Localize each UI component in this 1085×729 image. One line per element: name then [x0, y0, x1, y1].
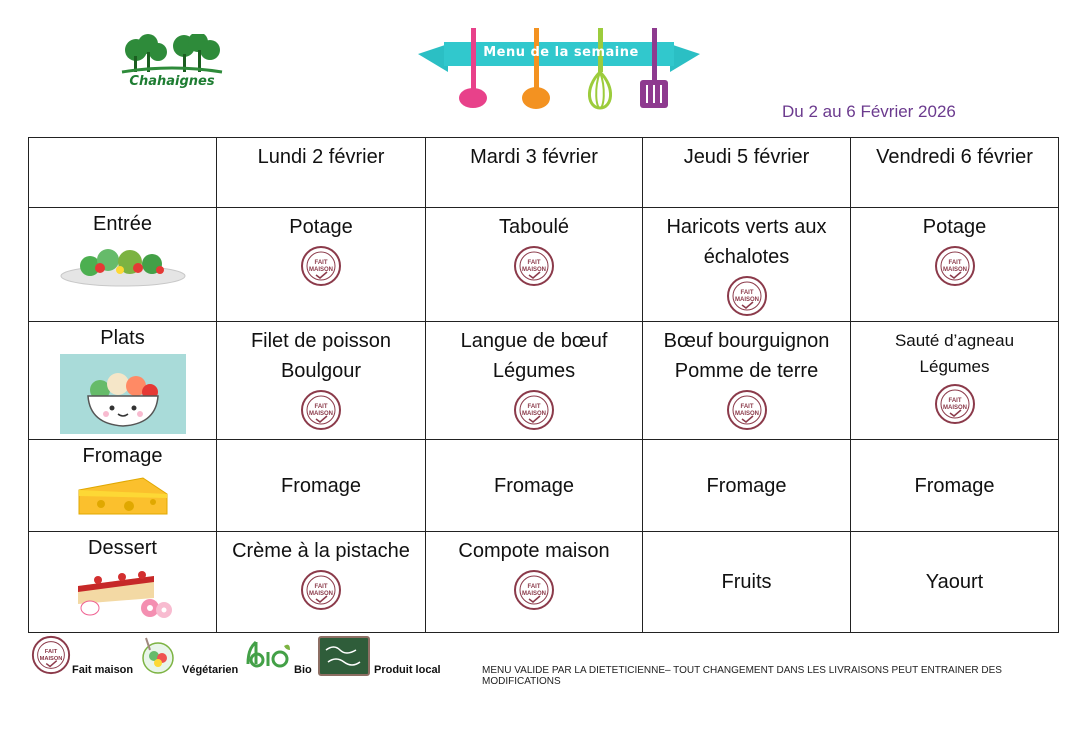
vegetarien-icon — [138, 636, 178, 676]
menu-cell: Fruits — [643, 532, 851, 633]
table-row — [29, 440, 1059, 532]
menu-cell: Bœuf bourguignon Pomme de terre FAIT MAISON — [643, 322, 851, 440]
svg-text:MAISON: MAISON — [734, 411, 759, 417]
menu-cell: Taboulé FAIT MAISON — [426, 208, 643, 322]
svg-text:FAIT: FAIT — [314, 260, 328, 266]
svg-text:MAISON: MAISON — [522, 267, 546, 273]
menu-cell: Compote maison FAIT MAISON — [426, 532, 643, 633]
svg-text:MAISON: MAISON — [522, 591, 546, 597]
legend-bio: Bio — [294, 664, 312, 676]
chahaignes-logo — [118, 34, 226, 94]
bowl-cartoon-image — [60, 354, 186, 434]
fait-maison-icon — [512, 244, 556, 288]
day-header: Vendredi 6 février — [851, 138, 1059, 208]
svg-text:FAIT: FAIT — [44, 649, 58, 656]
legend-fait-maison: Fait maison — [72, 664, 134, 676]
menu-cell: Sauté d’agneau Légumes FAIT MAISON — [851, 322, 1059, 440]
banner-title: Menu de la semaine — [483, 45, 639, 60]
svg-text:FAIT: FAIT — [740, 290, 753, 296]
menu-cell: Fromage — [426, 440, 643, 532]
svg-text:MAISON: MAISON — [309, 267, 333, 273]
row-label: Plats — [100, 327, 145, 349]
row-label: Fromage — [82, 445, 163, 467]
menu-cell: Langue de bœuf Légumes FAIT MAISON — [426, 322, 643, 440]
week-dates: Du 2 au 6 Février 2026 — [782, 102, 956, 121]
menu-cell: Haricots verts aux échalotes FAIT MAISON — [643, 208, 851, 322]
menu-table — [28, 137, 1059, 633]
fait-maison-icon — [299, 244, 343, 288]
fait-maison-icon — [933, 244, 977, 288]
fait-maison-icon — [933, 382, 977, 426]
desserts-image — [68, 564, 178, 618]
row-label-cell — [29, 208, 217, 322]
bio-icon — [244, 638, 292, 672]
fait-maison-icon — [299, 388, 343, 432]
fait-maison-icon — [725, 274, 769, 318]
svg-text:FAIT: FAIT — [527, 404, 541, 410]
day-header: Mardi 3 février — [426, 138, 643, 208]
table-row — [29, 322, 1059, 440]
svg-text:MAISON: MAISON — [522, 411, 546, 417]
logo-text: Chahaignes — [129, 74, 215, 89]
row-label-cell — [29, 532, 217, 633]
svg-text:MAISON: MAISON — [942, 267, 967, 273]
legend — [30, 634, 1070, 687]
day-header: Lundi 2 février — [217, 138, 426, 208]
row-label: Dessert — [88, 537, 157, 559]
legend-produit-local: Produit local — [374, 664, 441, 676]
svg-text:MAISON: MAISON — [942, 405, 967, 411]
svg-text:MAISON: MAISON — [309, 591, 333, 597]
menu-cell: Filet de poisson Boulgour FAIT MAISON — [217, 322, 426, 440]
svg-text:FAIT: FAIT — [527, 584, 541, 590]
svg-text:MAISON: MAISON — [309, 411, 333, 417]
cheese-image — [73, 472, 173, 520]
svg-text:FAIT: FAIT — [740, 404, 753, 410]
svg-text:MAISON: MAISON — [734, 297, 759, 303]
menu-cell: Crème à la pistache FAIT MAISON — [217, 532, 426, 633]
menu-cell: Fromage — [851, 440, 1059, 532]
corner-cell — [29, 138, 217, 208]
svg-text:FAIT: FAIT — [314, 404, 328, 410]
fait-maison-icon — [30, 634, 72, 676]
header-row — [29, 138, 1059, 208]
menu-banner — [418, 28, 700, 112]
svg-text:MAISON: MAISON — [39, 655, 63, 662]
menu-cell: Yaourt — [851, 532, 1059, 633]
svg-text:FAIT: FAIT — [527, 260, 541, 266]
legend-vegetarien: Végétarien — [182, 664, 239, 676]
svg-text:FAIT: FAIT — [948, 260, 961, 266]
produit-local-icon — [318, 636, 370, 676]
table-row — [29, 208, 1059, 322]
menu-cell: Potage FAIT MAISON — [217, 208, 426, 322]
row-label-cell — [29, 440, 217, 532]
menu-cell: Potage FAIT MAISON — [851, 208, 1059, 322]
legend-note: MENU VALIDE PAR LA DIETETICIENNE– TOUT CHANGEMENT DANS LES LIVRAISONS PEUT ENTRAINER DES MODIFICATIONS — [482, 665, 1002, 687]
row-label-cell — [29, 322, 217, 440]
fait-maison-icon — [512, 568, 556, 612]
row-label: Entrée — [93, 213, 152, 235]
svg-text:FAIT: FAIT — [314, 584, 328, 590]
svg-text:FAIT: FAIT — [948, 398, 961, 404]
day-header: Jeudi 5 février — [643, 138, 851, 208]
salad-plate-image — [60, 240, 186, 288]
fait-maison-icon — [725, 388, 769, 432]
menu-cell: Fromage — [217, 440, 426, 532]
fait-maison-icon — [299, 568, 343, 612]
fait-maison-icon — [512, 388, 556, 432]
menu-cell: Fromage — [643, 440, 851, 532]
table-row — [29, 532, 1059, 633]
